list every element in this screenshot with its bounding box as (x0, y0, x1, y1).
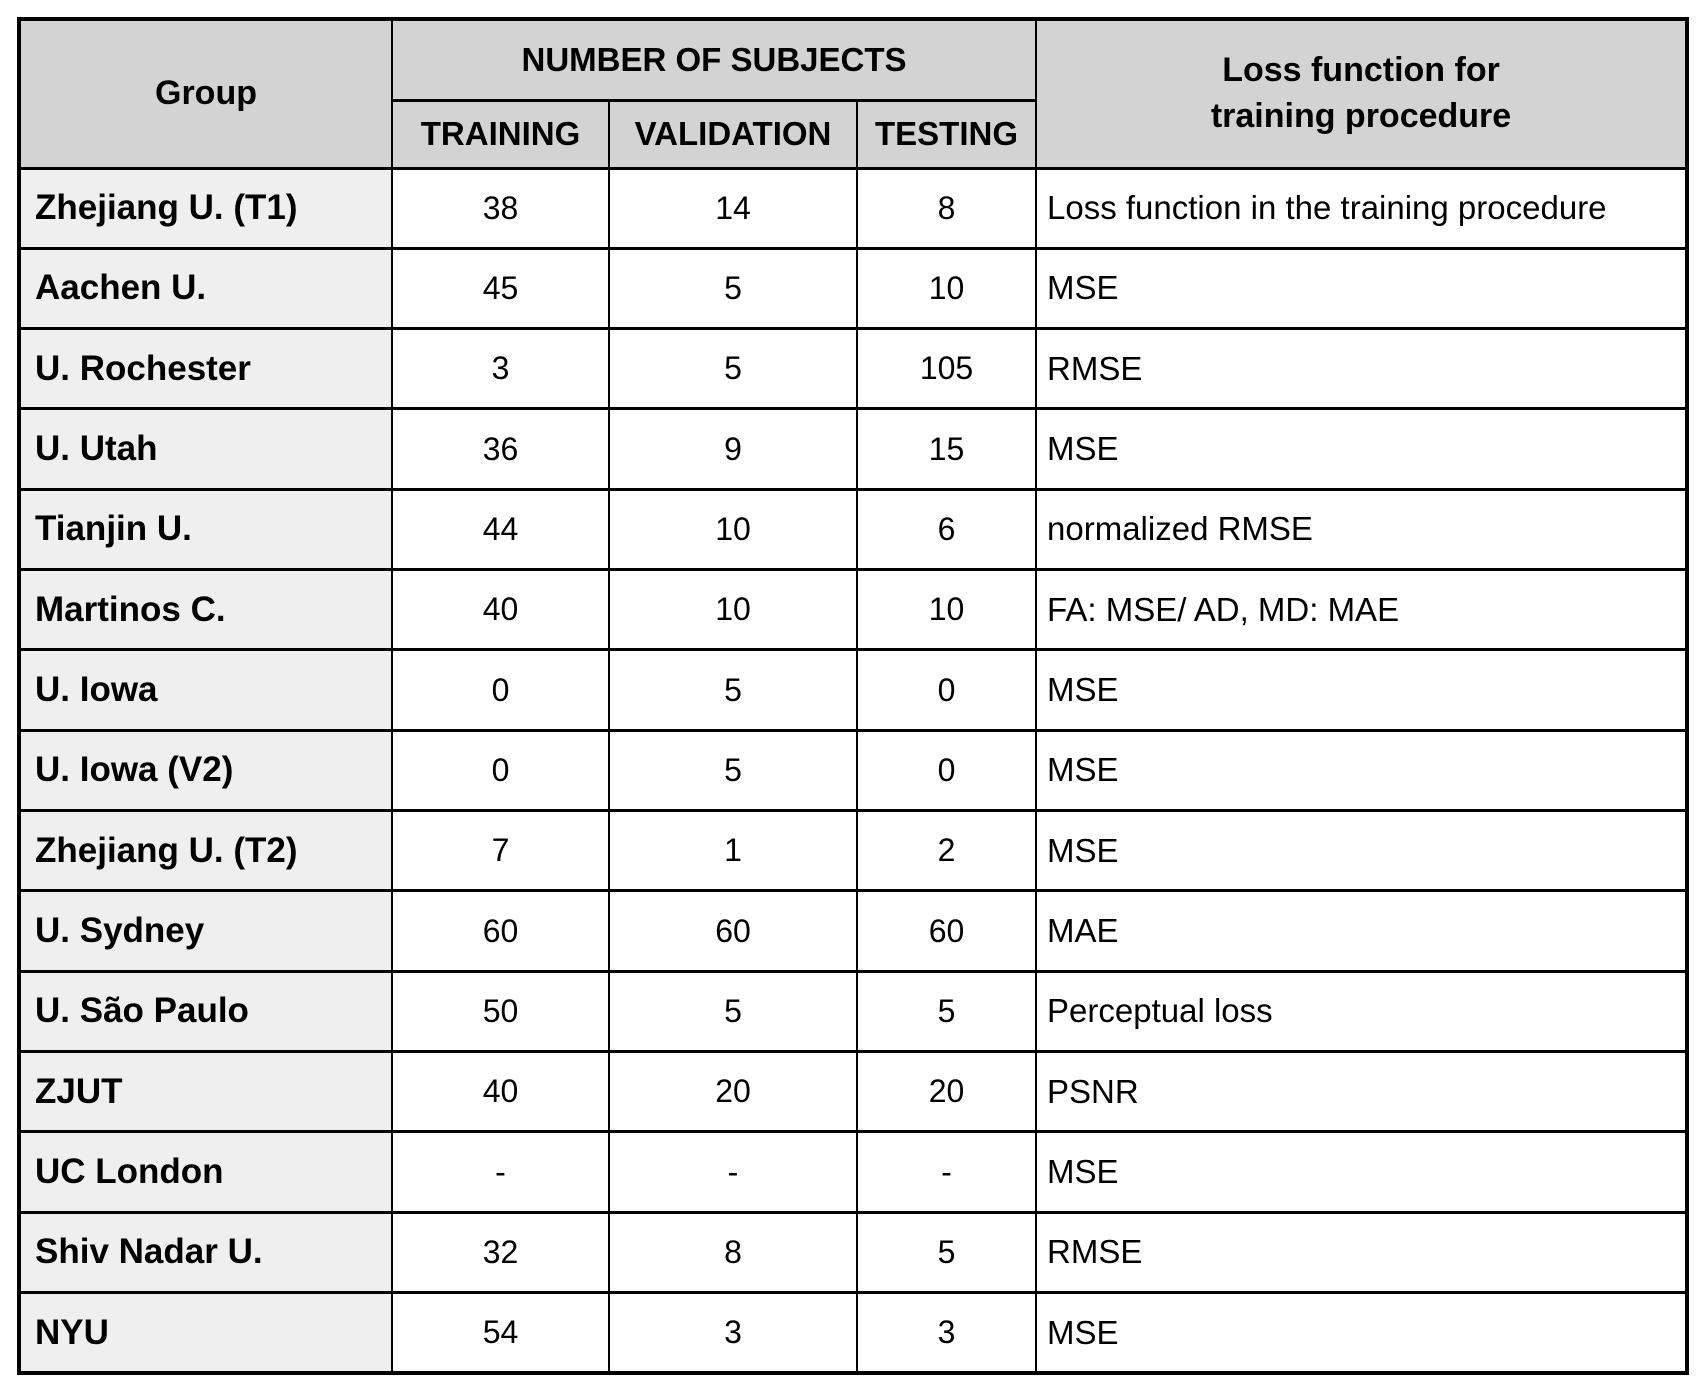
row-testing-cell: 10 (857, 570, 1036, 650)
table-row (19, 409, 1687, 489)
row-group-cell: U. Iowa (V2) (19, 730, 392, 810)
row-training-cell: 3 (392, 329, 609, 409)
row-loss-cell: MAE (1036, 891, 1687, 971)
loss-header-line1: Loss function for (1222, 50, 1500, 89)
table-row (19, 489, 1687, 569)
row-training-cell: 60 (392, 891, 609, 971)
table-row (19, 891, 1687, 971)
row-training-cell: 0 (392, 650, 609, 730)
table-row (19, 570, 1687, 650)
row-validation-cell: 3 (609, 1293, 857, 1373)
table-row (19, 1132, 1687, 1212)
row-loss-cell: MSE (1036, 1293, 1687, 1373)
table-row (19, 811, 1687, 891)
row-validation-cell: - (609, 1132, 857, 1212)
loss-function-column-header (1036, 19, 1687, 168)
row-validation-cell: 1 (609, 811, 857, 891)
row-validation-cell: 9 (609, 409, 857, 489)
training-column-header: TRAINING (392, 100, 609, 168)
row-testing-cell: - (857, 1132, 1036, 1212)
row-training-cell: 32 (392, 1212, 609, 1292)
row-validation-cell: 5 (609, 971, 857, 1051)
table-row (19, 168, 1687, 248)
row-loss-cell: MSE (1036, 650, 1687, 730)
row-group-cell: U. Utah (19, 409, 392, 489)
table-row (19, 971, 1687, 1051)
group-column-header: Group (19, 19, 392, 168)
table-row (19, 1293, 1687, 1373)
row-testing-cell: 60 (857, 891, 1036, 971)
row-group-cell: U. Iowa (19, 650, 392, 730)
table-row (19, 650, 1687, 730)
row-testing-cell: 6 (857, 489, 1036, 569)
row-testing-cell: 5 (857, 1212, 1036, 1292)
row-group-cell: NYU (19, 1293, 392, 1373)
row-training-cell: 7 (392, 811, 609, 891)
table-row (19, 1212, 1687, 1292)
row-validation-cell: 14 (609, 168, 857, 248)
row-training-cell: 50 (392, 971, 609, 1051)
row-validation-cell: 10 (609, 489, 857, 569)
table-header (19, 19, 1687, 168)
row-training-cell: 44 (392, 489, 609, 569)
row-testing-cell: 5 (857, 971, 1036, 1051)
header-row-top (19, 19, 1687, 100)
row-training-cell: 45 (392, 248, 609, 328)
row-group-cell: ZJUT (19, 1052, 392, 1132)
table-row (19, 329, 1687, 409)
loss-header-line2: training procedure (1210, 96, 1512, 135)
row-loss-cell: MSE (1036, 811, 1687, 891)
row-group-cell: Martinos C. (19, 570, 392, 650)
row-loss-cell: normalized RMSE (1036, 489, 1687, 569)
row-validation-cell: 5 (609, 329, 857, 409)
row-loss-cell: MSE (1036, 730, 1687, 810)
row-group-cell: Zhejiang U. (T2) (19, 811, 392, 891)
subjects-table (17, 17, 1689, 1375)
row-loss-cell: Loss function in the training procedure (1036, 168, 1687, 248)
row-group-cell: Tianjin U. (19, 489, 392, 569)
row-loss-cell: FA: MSE/ AD, MD: MAE (1036, 570, 1687, 650)
row-group-cell: Shiv Nadar U. (19, 1212, 392, 1292)
row-validation-cell: 10 (609, 570, 857, 650)
table-container (17, 17, 1689, 1375)
row-training-cell: - (392, 1132, 609, 1212)
row-loss-cell: RMSE (1036, 1212, 1687, 1292)
row-loss-cell: Perceptual loss (1036, 971, 1687, 1051)
row-loss-cell: PSNR (1036, 1052, 1687, 1132)
table-row (19, 730, 1687, 810)
row-training-cell: 0 (392, 730, 609, 810)
row-loss-cell: MSE (1036, 409, 1687, 489)
row-testing-cell: 3 (857, 1293, 1036, 1373)
row-validation-cell: 8 (609, 1212, 857, 1292)
row-group-cell: UC London (19, 1132, 392, 1212)
table-body (19, 168, 1687, 1373)
validation-column-header: VALIDATION (609, 100, 857, 168)
row-group-cell: U. Rochester (19, 329, 392, 409)
testing-column-header: TESTING (857, 100, 1036, 168)
row-training-cell: 40 (392, 570, 609, 650)
table-row (19, 1052, 1687, 1132)
row-testing-cell: 20 (857, 1052, 1036, 1132)
row-loss-cell: MSE (1036, 248, 1687, 328)
row-testing-cell: 8 (857, 168, 1036, 248)
row-group-cell: Aachen U. (19, 248, 392, 328)
row-validation-cell: 20 (609, 1052, 857, 1132)
row-training-cell: 40 (392, 1052, 609, 1132)
row-loss-cell: MSE (1036, 1132, 1687, 1212)
row-validation-cell: 5 (609, 730, 857, 810)
row-training-cell: 38 (392, 168, 609, 248)
row-training-cell: 36 (392, 409, 609, 489)
row-group-cell: U. São Paulo (19, 971, 392, 1051)
row-testing-cell: 10 (857, 248, 1036, 328)
row-testing-cell: 0 (857, 650, 1036, 730)
row-training-cell: 54 (392, 1293, 609, 1373)
row-testing-cell: 15 (857, 409, 1036, 489)
row-testing-cell: 2 (857, 811, 1036, 891)
row-group-cell: Zhejiang U. (T1) (19, 168, 392, 248)
row-testing-cell: 0 (857, 730, 1036, 810)
row-validation-cell: 60 (609, 891, 857, 971)
row-validation-cell: 5 (609, 248, 857, 328)
row-group-cell: U. Sydney (19, 891, 392, 971)
row-validation-cell: 5 (609, 650, 857, 730)
table-row (19, 248, 1687, 328)
row-loss-cell: RMSE (1036, 329, 1687, 409)
number-of-subjects-header: NUMBER OF SUBJECTS (392, 19, 1036, 100)
row-testing-cell: 105 (857, 329, 1036, 409)
